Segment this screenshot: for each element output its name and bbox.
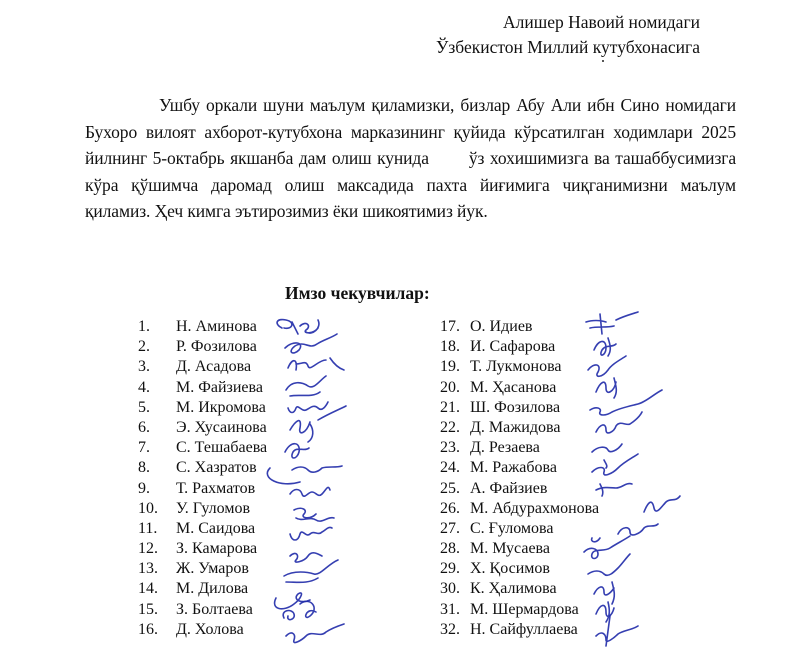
signer-row	[440, 458, 599, 478]
signer-name: М. Ҳасанова	[470, 378, 557, 396]
signer-row	[138, 398, 267, 418]
signer-number: 15.	[138, 600, 158, 618]
signer-number: 27.	[440, 519, 460, 537]
signers-heading: Имзо чекувчилар:	[285, 283, 430, 303]
signer-name: Т. Лукмонова	[470, 358, 562, 376]
signer-row	[440, 378, 599, 398]
signature	[284, 560, 338, 582]
signer-number: 2.	[138, 338, 150, 356]
signer-row	[440, 479, 599, 499]
signer-row	[138, 620, 267, 640]
signer-name: Х. Қосимов	[470, 560, 550, 578]
letter-body	[85, 92, 736, 225]
signer-name: А. Файзиев	[470, 479, 548, 497]
signer-name: С. Хазратов	[176, 459, 257, 477]
signer-row	[138, 479, 267, 499]
signature	[596, 484, 632, 496]
signer-number: 13.	[138, 560, 158, 578]
signer-number: 8.	[138, 459, 150, 477]
signer-number: 9.	[138, 479, 150, 497]
signer-row	[440, 499, 599, 519]
signature	[644, 496, 680, 512]
signer-number: 20.	[440, 378, 460, 396]
signer-row	[138, 357, 267, 377]
signer-name: С. Тешабаева	[176, 439, 268, 457]
signer-name: Ж. Умаров	[176, 560, 249, 578]
signer-row	[138, 317, 267, 337]
signer-number: 3.	[138, 358, 150, 376]
signer-number: 1.	[138, 318, 150, 335]
signer-row	[138, 378, 267, 398]
signature	[590, 390, 662, 415]
signer-number: 12.	[138, 540, 158, 558]
signer-number: 17.	[440, 318, 460, 335]
signer-name: З. Камарова	[176, 540, 258, 558]
signer-row	[138, 438, 267, 458]
signature	[267, 444, 309, 484]
signer-name: М. Шермардова	[470, 600, 579, 618]
signer-name: О. Идиев	[470, 318, 533, 335]
signer-name: И. Сафарова	[470, 338, 556, 356]
letter-body-part-1: Ушбу оркали шуни маълум қиламизки, бизлар Абу Али ибн Сино номидаги Бухоро вилоят ахборот-кутубхона марказининг қуйида кўрсатилган ходимлари 2025 йилнинг 5-октабрь якшанба дам олиш кунида	[85, 95, 736, 168]
signer-name: Д. Холова	[176, 620, 244, 638]
signer-name: М. Файзиева	[176, 378, 263, 396]
signer-row	[440, 620, 599, 640]
signature	[275, 593, 310, 609]
signer-name: С. Ғуломова	[470, 519, 554, 537]
signer-row	[440, 438, 599, 458]
signer-number: 24.	[440, 459, 460, 477]
signer-name: З. Болтаева	[176, 600, 253, 618]
signer-row	[138, 519, 267, 539]
signer-name: Ш. Фозилова	[470, 398, 561, 416]
signer-name: М. Дилова	[176, 580, 249, 598]
signer-row	[138, 579, 267, 599]
signer-number: 7.	[138, 439, 150, 457]
signer-number: 23.	[440, 439, 460, 457]
signers-list-right	[440, 317, 599, 640]
signer-name: М. Саидова	[176, 519, 256, 537]
signer-name: Э. Хусаинова	[176, 418, 267, 436]
signer-name: Р. Фозилова	[176, 338, 257, 356]
signer-row	[440, 600, 599, 620]
signer-row	[138, 559, 267, 579]
signer-name: Т. Рахматов	[176, 479, 256, 497]
signer-name: Д. Мажидова	[470, 418, 561, 436]
signature	[285, 334, 337, 353]
signer-number: 19.	[440, 358, 460, 376]
signer-number: 10.	[138, 499, 158, 517]
letter-body-part-2: ўз хохишимизга ва ташаббусимизга кўра қўшимча даромад олиш максадида пахта йиғимига чиқганимизни маълум қиламиз. Ҳеч кимга эътирозимиз ёки шикоятимиз йук.	[85, 148, 737, 221]
signature	[288, 402, 328, 413]
signer-row	[440, 398, 599, 418]
signer-name: У. Гуломов	[176, 499, 251, 517]
signer-number: 16.	[138, 620, 158, 638]
signer-number: 25.	[440, 479, 460, 497]
signature	[592, 524, 658, 542]
signer-name: М. Мусаева	[470, 540, 550, 558]
signer-number: 21.	[440, 398, 460, 416]
signer-number: 14.	[138, 580, 158, 598]
signer-row	[440, 418, 599, 438]
signature	[596, 616, 638, 646]
signer-row	[440, 539, 599, 559]
signature	[290, 406, 346, 442]
stray-mark	[602, 60, 604, 62]
signature	[294, 508, 334, 521]
signer-name: Д. Асадова	[176, 358, 252, 376]
signer-number: 30.	[440, 580, 460, 598]
signature	[283, 601, 316, 619]
signature	[290, 553, 322, 562]
addressee-line-2: Ўзбекистон Миллий кутубхонасига	[435, 37, 700, 57]
signer-number: 32.	[440, 620, 460, 638]
signer-row	[138, 539, 267, 559]
signature	[277, 320, 319, 334]
signer-name: К. Ҳалимова	[470, 580, 557, 598]
signer-row	[440, 357, 599, 377]
signer-name: М. Ражабова	[470, 459, 557, 477]
signer-row	[138, 499, 267, 519]
signer-name: М. Абдурахмонова	[470, 499, 600, 517]
signer-name: Н. Аминова	[176, 318, 257, 335]
signature	[596, 412, 642, 433]
signer-row	[138, 600, 267, 620]
signature	[286, 376, 326, 396]
signature	[288, 358, 344, 370]
signer-row	[440, 579, 599, 599]
signer-number: 18.	[440, 338, 460, 356]
signer-row	[440, 519, 599, 539]
signer-number: 26.	[440, 499, 460, 517]
signature	[290, 487, 330, 496]
signer-row	[440, 559, 599, 579]
signer-row	[440, 337, 599, 357]
signer-name: Д. Резаева	[470, 439, 540, 457]
signature	[290, 527, 332, 540]
signer-row	[440, 317, 599, 337]
signer-number: 31.	[440, 600, 460, 618]
signer-number: 6.	[138, 418, 150, 436]
signer-number: 29.	[440, 560, 460, 578]
addressee-line-1: Алишер Навоий номидаги	[503, 12, 700, 32]
signature	[286, 624, 344, 643]
signer-row	[138, 337, 267, 357]
signer-number: 5.	[138, 398, 150, 416]
signer-row	[138, 458, 267, 478]
signature	[292, 466, 342, 472]
signer-name: М. Икромова	[176, 398, 266, 416]
addressee-block	[436, 10, 700, 60]
signer-row	[138, 418, 267, 438]
signer-number: 28.	[440, 540, 460, 558]
signer-number: 22.	[440, 418, 460, 436]
signer-number: 4.	[138, 378, 150, 396]
signer-name: Н. Сайфуллаева	[470, 620, 578, 638]
signers-list-left	[138, 317, 267, 640]
signatures-left-column	[267, 320, 346, 643]
signer-number: 11.	[138, 519, 158, 537]
